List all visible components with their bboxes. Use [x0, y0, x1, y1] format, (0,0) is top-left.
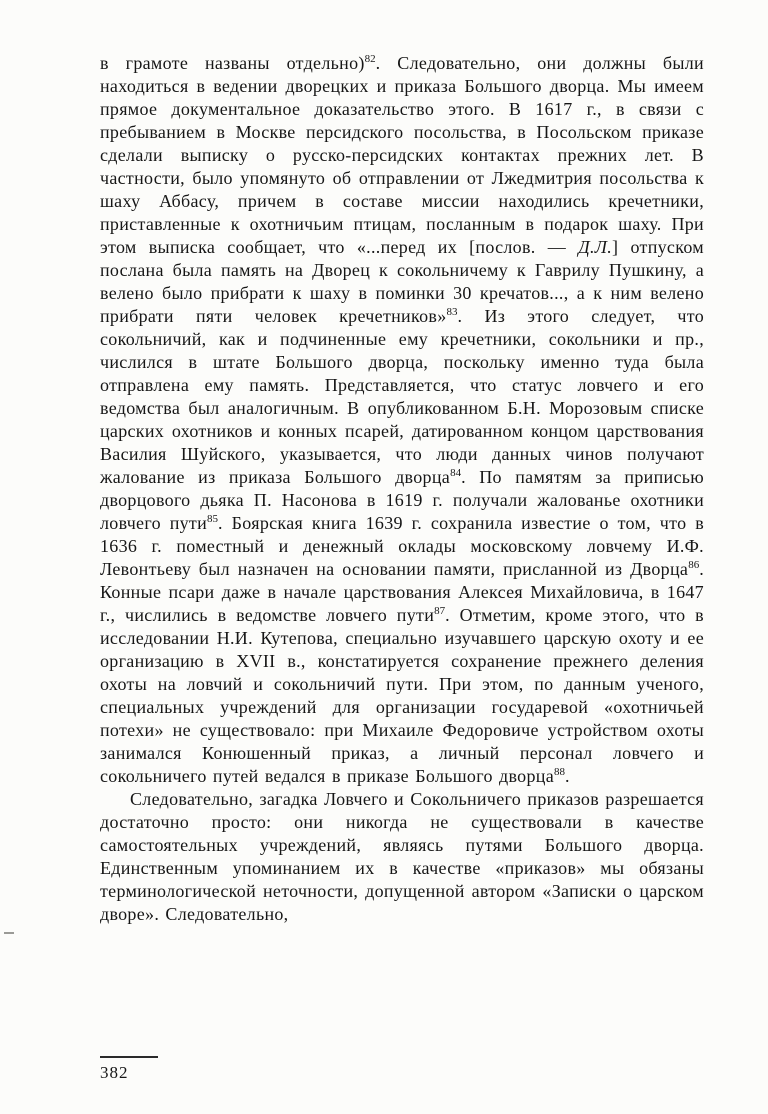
page-text	[100, 52, 704, 926]
page-number: 382	[100, 1063, 129, 1082]
footnote-reference: 83	[446, 306, 458, 318]
footnote-reference: 87	[434, 605, 446, 617]
paragraph: в грамоте названы отдельно)$^{82}$. Следовательно, они должны были находиться в ведении дворецких и приказа Большого дворца. Мы имеем прямое документальное доказательство этого. В 1617 г., в связи с пребыванием в Москве персидского посольства, в Посольском приказе сделали выписку о русско-персидских контактах прежних лет. В частности, было упомянуто об отправлении от Лжедмитрия посольства к шаху Аббасу, причем в составе миссии находились кречетники, приставленные к охотничьим птицам, посланным в подарок шаху. При этом выписка сообщает, что «...перед их [послов. — Д.Л.] отпуском послана была память на Дворец к сокольничему к Гаврилу Пушкину, а велено было прибрати к шаху в поминки 30 кречатов..., а к ним велено прибрати пяти человек кречетников»$^{83}$. Из этого следует, что сокольничий, как и подчиненные ему кречетники, сокольники и пр., числился в штате Большого дворца, поскольку именно туда была отправлена ему память. Представляется, что статус ловчего и его ведомства был аналогичным. В опубликованном Б.Н. Морозовым списке царских охотников и конных псарей, датированном концом царствования Василия Шуйского, указывается, что люди данных чинов получают жалование из приказа Большого дворца$^{84}$. По памятям за приписью дворцового дьяка П. Насонова в 1619 г. получали жалованье охотники ловчего пути$^{85}$. Боярская книга 1639 г. сохранила известие о том, что в 1636 г. поместный и денежный оклады московскому ловчему И.Ф. Левонтьеву был назначен на основании памяти, присланной из Дворца$^{86}$. Конные псари даже в начале царствования Алексея Михайловича, в 1647 г., числились в ведомстве ловчего пути$^{87}$. Отметим, кроме этого, что в исследовании Н.И. Кутепова, специально изучавшего царскую охоту и ее организацию в XVII в., констатируется сохранение прежнего деления охоты на ловчий и сокольничий пути. При этом, по данным ученого, специальных учреждений для организации государевой «охотничьей потехи» не существовало: при Михаиле Федоровиче устройством охоты занимался Конюшенный приказ, а личный персонал ловчего и сокольничего путей ведался в приказе Большого дворца$^{88}$.	[100, 53, 705, 786]
footnote-reference: 88	[554, 766, 566, 778]
scan-margin-mark	[4, 932, 14, 934]
footnote-reference: 86	[688, 559, 700, 571]
footnote-reference: 84	[450, 467, 462, 479]
paragraph: Следовательно, загадка Ловчего и Сокольничего приказов разрешается достаточно просто: они никогда не существовали в качестве самостоятельных учреждений, являясь путями Большого дворца. Единственным упоминанием их в качестве «приказов» мы обязаны терминологической неточности, допущенной автором «Записки о царском дворе». Следовательно,	[100, 789, 704, 924]
footnote-reference: 85	[207, 513, 219, 525]
footer-rule	[100, 1056, 158, 1058]
footnote-reference: 82	[364, 53, 376, 65]
page-footer	[100, 1056, 158, 1083]
italic-text: Д.Л.	[578, 237, 613, 257]
